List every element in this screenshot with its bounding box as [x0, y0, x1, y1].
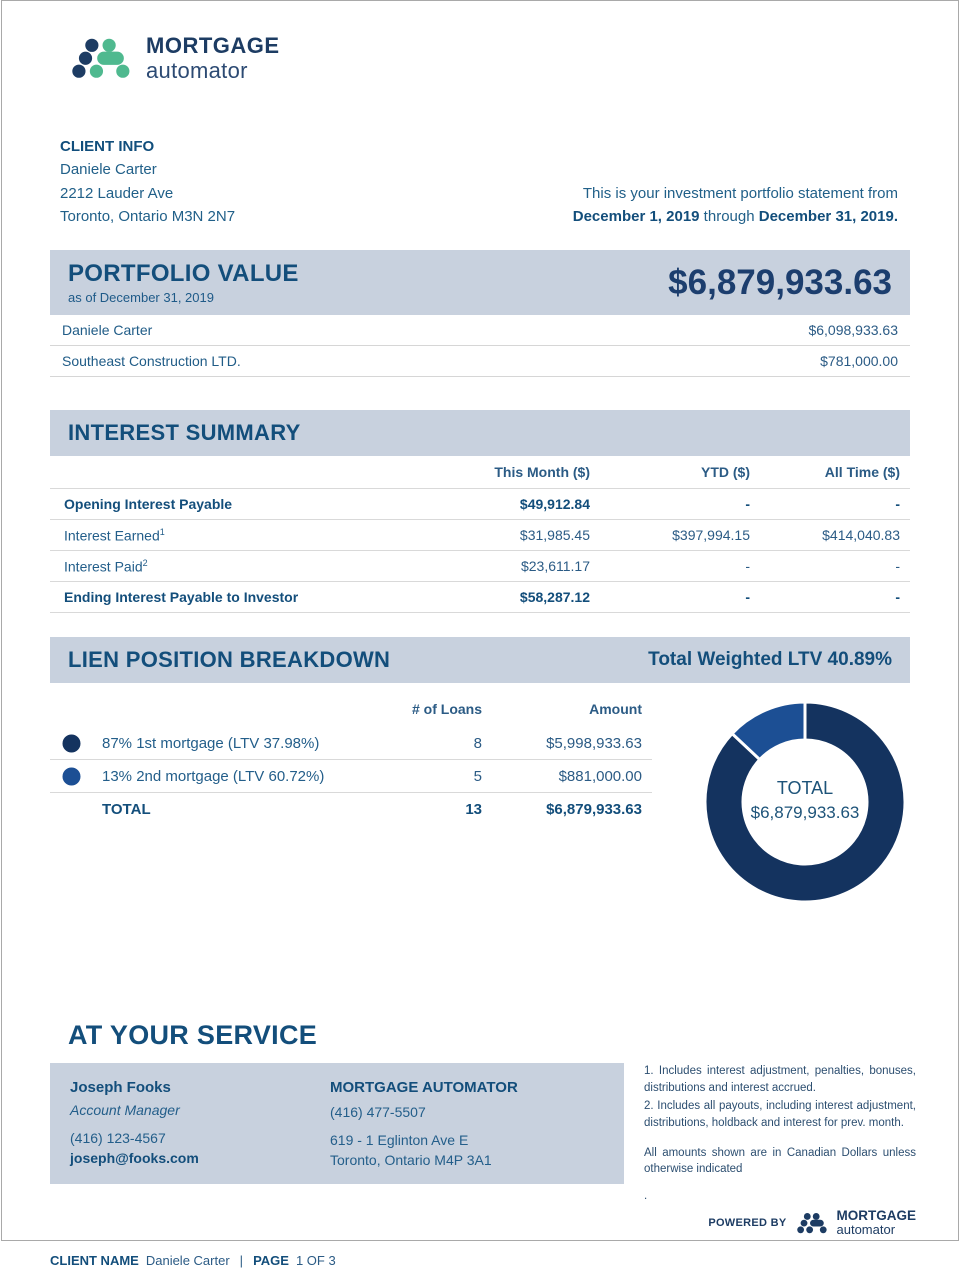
footer-client-name-label: CLIENT NAME: [50, 1252, 139, 1268]
table-row: [50, 760, 652, 793]
footnote-2: 2. Includes all payouts, including interest adjustment, distributions, holdback and interest for prev. month.: [644, 1100, 916, 1130]
donut-center-value: $6,879,933.63: [750, 803, 860, 822]
account-manager-block: [70, 1079, 330, 1168]
lien-breakdown-title: LIEN POSITION BREAKDOWN: [68, 647, 391, 672]
manager-role: Account Manager: [70, 1102, 180, 1118]
client-name: Daniele Carter: [60, 161, 157, 179]
lien-breakdown-header: [50, 637, 910, 683]
contact-box: [50, 1063, 624, 1184]
lien-donut: [705, 702, 905, 902]
portfolio-value-header: [50, 250, 910, 315]
table-row: [50, 551, 910, 582]
portfolio-value-total: $6,879,933.63: [668, 262, 892, 302]
donut-center-label: TOTAL: [776, 778, 834, 798]
footnote-marker: 2: [142, 557, 148, 568]
manager-name: Joseph Fooks: [70, 1079, 171, 1096]
manager-phone: (416) 123-4567: [70, 1130, 166, 1146]
column-header-all-time: All Time ($): [824, 464, 900, 480]
interest-row-all-time: $414,040.83: [822, 527, 900, 543]
portfolio-row-value: $6,098,933.63: [808, 322, 898, 338]
intro-row: [60, 135, 898, 228]
manager-email: joseph@fooks.com: [70, 1150, 199, 1166]
brand-wordmark-line2: automator: [146, 57, 248, 83]
table-row: [50, 582, 910, 613]
brand-wordmark-line1: MORTGAGE: [146, 33, 280, 59]
lien-row-loans: 8: [473, 734, 482, 752]
company-name: MORTGAGE AUTOMATOR: [330, 1079, 518, 1096]
mortgage-automator-mini-logo-icon: [795, 1209, 829, 1237]
total-weighted-ltv: Total Weighted LTV 40.89%: [648, 649, 892, 670]
client-info-heading: CLIENT INFO: [60, 138, 155, 155]
company-phone: (416) 477-5507: [330, 1104, 426, 1120]
portfolio-row: [50, 346, 910, 377]
powered-by-wordmark: MORTGAGE automator: [836, 1207, 916, 1237]
interest-row-label: Interest Paid$^2$: [64, 557, 148, 575]
statement-through-word: through: [699, 207, 759, 225]
interest-summary-table: [50, 456, 910, 613]
lien-donut-chart: [700, 697, 910, 912]
footer-separator: |: [239, 1252, 244, 1268]
client-address-line2: Toronto, Ontario M3N 2N7: [60, 207, 236, 225]
interest-row-label: Ending Interest Payable to Investor: [64, 589, 299, 605]
interest-table-header-row: [50, 456, 910, 489]
portfolio-row-value: $781,000.00: [820, 353, 898, 369]
lien-total-amount: $6,879,933.63: [546, 801, 642, 818]
lien-row-label: 87% 1st mortgage (LTV 37.98%): [102, 734, 320, 752]
interest-row-all-time: -: [895, 589, 900, 605]
lien-breakdown-table: [50, 691, 652, 826]
interest-row-this-month: $49,912.84: [519, 496, 590, 512]
interest-summary-title: INTEREST SUMMARY: [68, 420, 301, 445]
portfolio-value-title: PORTFOLIO VALUE: [68, 260, 299, 287]
portfolio-row-label: Southeast Construction LTD.: [62, 353, 241, 369]
interest-row-all-time: -: [895, 558, 900, 574]
mortgage-automator-logo-icon: [68, 31, 134, 85]
company-address-line2: Toronto, Ontario M4P 3A1: [330, 1152, 492, 1168]
portfolio-row-label: Daniele Carter: [62, 322, 153, 338]
statement-page: [1, 0, 959, 1268]
lien-row-label: 13% 2nd mortgage (LTV 60.72%): [102, 767, 325, 785]
table-row: [50, 489, 910, 520]
statement-period-text: [573, 183, 898, 228]
lien-row-amount: $5,998,933.63: [546, 734, 642, 752]
portfolio-row: [50, 315, 910, 346]
footer-page-label: PAGE: [253, 1252, 289, 1268]
footer-client-name: Daniele Carter: [145, 1252, 230, 1268]
statement-start-date: December 1, 2019: [572, 207, 700, 225]
lien-row-loans: 5: [473, 767, 482, 785]
legend-bullet-1st-mortgage-icon: [62, 734, 81, 753]
lien-total-row: [50, 793, 652, 826]
interest-row-ytd: -: [745, 558, 750, 574]
footer-page-value: 1 OF 3: [295, 1252, 336, 1268]
interest-row-label: Opening Interest Payable: [64, 496, 233, 512]
column-header-this-month: This Month ($): [494, 464, 590, 480]
client-address-line1: 2212 Lauder Ave: [60, 184, 174, 202]
interest-row-this-month: $31,985.45: [519, 527, 590, 543]
legend-bullet-2nd-mortgage-icon: [62, 767, 81, 786]
table-row: [50, 520, 910, 551]
column-header-amount: Amount: [589, 701, 642, 717]
client-info-block: [60, 135, 235, 228]
portfolio-value-asof: as of December 31, 2019: [68, 290, 214, 305]
interest-row-ytd: -: [745, 496, 750, 512]
footnotes: [644, 1063, 916, 1207]
interest-row-label: Interest Earned$^1$: [64, 526, 165, 544]
company-block: [330, 1079, 604, 1168]
at-your-service-title: AT YOUR SERVICE: [68, 1020, 318, 1050]
portfolio-value-title-block: [68, 260, 299, 305]
interest-row-ytd: $397,994.15: [672, 527, 750, 543]
lien-row-amount: $881,000.00: [558, 767, 642, 785]
interest-row-this-month: $58,287.12: [519, 589, 590, 605]
brand-logo: [68, 31, 958, 85]
column-header-ytd: YTD ($): [701, 464, 750, 480]
statement-period-line2: [573, 206, 898, 229]
powered-by-row: [644, 1209, 916, 1237]
footnote-1: 1. Includes interest adjustment, penalties, bonuses, distributions and interest accrued.: [644, 1065, 916, 1094]
footnote-period: .: [644, 1190, 648, 1203]
column-header-num-loans: # of Loans: [411, 701, 482, 717]
footnotes-column: [644, 1063, 916, 1237]
company-address-line1: 619 - 1 Eglinton Ave E: [330, 1132, 469, 1148]
lien-total-loans: 13: [465, 801, 482, 818]
lien-total-label: TOTAL: [102, 801, 151, 818]
lien-breakdown-body: [50, 691, 910, 912]
service-row: [50, 1063, 916, 1237]
interest-summary-header: [50, 410, 910, 456]
footnote-currency: All amounts shown are in Canadian Dollars unless otherwise indicated: [644, 1146, 916, 1176]
brand-wordmark: [146, 34, 280, 81]
interest-row-this-month: $23,611.17: [520, 558, 590, 574]
interest-row-ytd: -: [745, 589, 750, 605]
statement-end-date: December 31, 2019.: [758, 207, 898, 225]
footnote-marker: 1: [159, 526, 165, 537]
statement-period-line1: This is your investment portfolio statement from: [582, 185, 898, 202]
powered-by-label: POWERED BY: [708, 1216, 787, 1229]
lien-table-header-row: [50, 691, 652, 727]
interest-row-all-time: -: [895, 496, 900, 512]
page-footer: [50, 1253, 910, 1268]
table-row: [50, 727, 652, 760]
